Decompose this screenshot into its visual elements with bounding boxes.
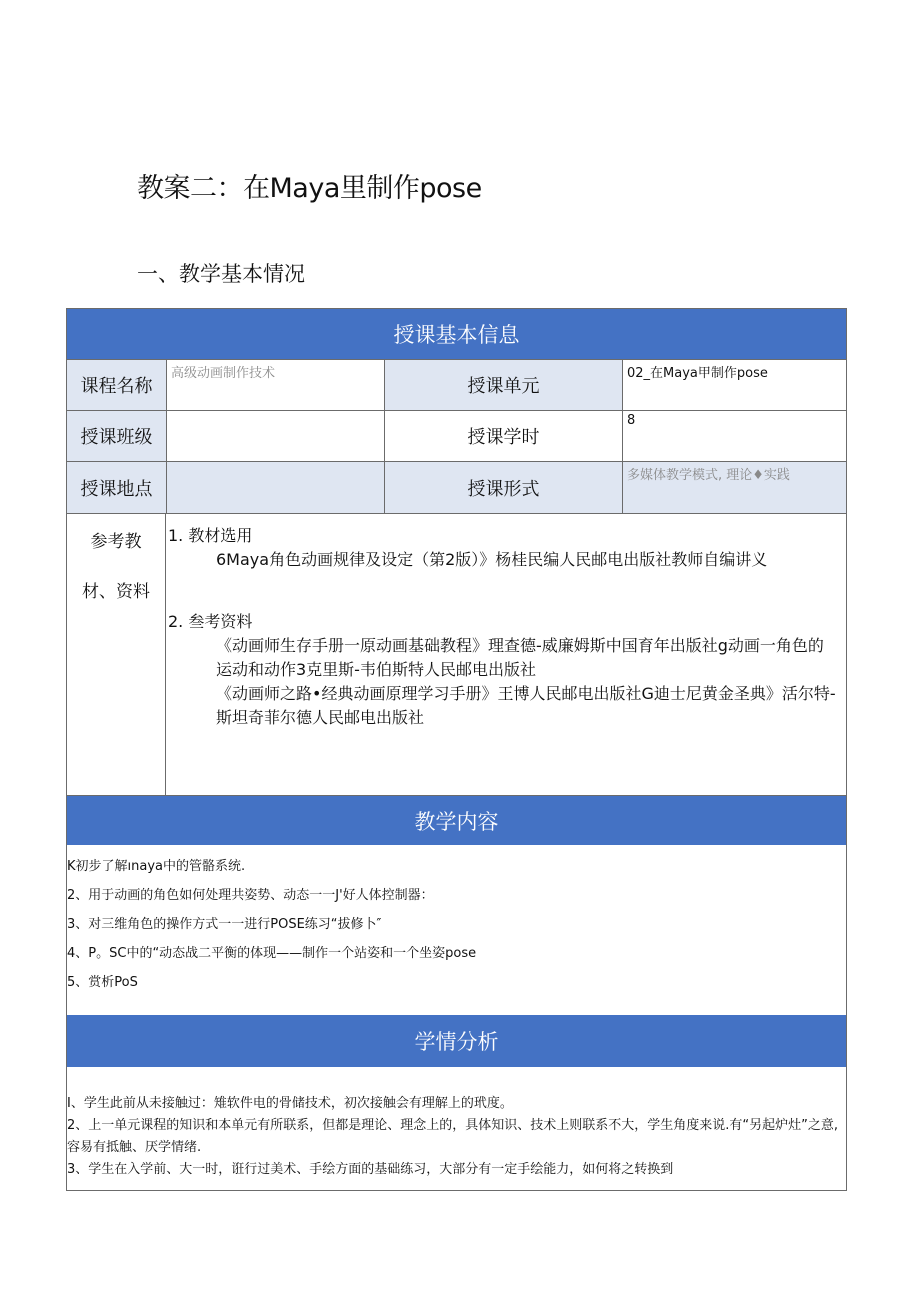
references-content xyxy=(166,524,846,730)
teaching-content-list xyxy=(67,852,845,997)
label-references-line2: 材、资料 xyxy=(82,582,150,602)
value-class xyxy=(166,410,385,462)
value-teaching-unit: 02_在Maya甲制作pose xyxy=(622,359,847,411)
list-item: I、学生此前从未接触过：雉软件电的骨储技术，初次接触会有理解上的玳度。 xyxy=(67,1096,513,1111)
value-location xyxy=(166,461,385,514)
label-teaching-unit: 授课单元 xyxy=(384,359,623,411)
section-heading: 一、教学基本情况 xyxy=(137,262,305,286)
list-item: K初步了解ınaya中的管骼系统. xyxy=(67,859,246,874)
label-class: 授课班级 xyxy=(66,410,167,462)
label-class-hours: 授课学时 xyxy=(384,410,623,462)
reference-line: 《动画师之路•经典动画原理学习手册》王博人民邮电出版社G迪士尼黄金圣典》活尔特-斯坦奇菲尔德人民邮电出版社 xyxy=(216,684,836,727)
label-references xyxy=(67,513,166,795)
value-class-hours: 8 xyxy=(622,410,847,462)
list-item: 3、学生在入学前、大一时，诳行过美术、手绘方面的基础练习，大部分有一定手绘能力，如何将之转换到 xyxy=(67,1162,674,1177)
value-teaching-form: 多媒体教学模式, 理论♦实践 xyxy=(622,461,847,514)
label-course-name: 课程名称 xyxy=(66,359,167,411)
label-teaching-form: 授课形式 xyxy=(384,461,623,514)
document-title: 教案二：在Maya里制作pose xyxy=(137,173,482,204)
list-item: 2、用于动画的角色如何处理共姿势、动态一一J'好人体控制器： xyxy=(67,888,434,903)
learning-analysis-list xyxy=(67,1093,845,1181)
table-header-teaching-content: 教学内容 xyxy=(67,795,846,845)
reference-line: 《动画师生存手册一原动画基础教程》理查德-威廉姆斯中国育年出版社g动画一角色的运动和动作3克里斯-韦伯斯特人民邮电出版社 xyxy=(216,636,824,679)
table-header-basic-info: 授课基本信息 xyxy=(67,309,846,360)
textbook-title: 1. 教材选用 xyxy=(168,526,253,545)
table-header-learning-analysis: 学情分析 xyxy=(67,1015,846,1067)
value-course-name: 高级动画制作技术 xyxy=(166,359,385,411)
list-item: 3、对三维角色的操作方式一一进行POSE练习“拔修卜″ xyxy=(67,917,382,932)
list-item: 2、上一单元课程的知识和本单元有所联系，但都是理论、理念上的，具体知识、技术上则联系不大，学生角度来说.有“另起炉灶”之意,容易有抵触、厌学情绪. xyxy=(67,1118,839,1155)
label-references-line1: 参考教 xyxy=(90,532,142,552)
list-item: 5、赏析PoS xyxy=(67,975,138,990)
list-item: 4、P。SC中的“动态战二平衡的体现——制作一个站姿和一个坐姿pose xyxy=(67,946,477,961)
textbook-text: 6Maya角色动画规律及设定（第2版）》杨桂民编人民邮电出版社教师自编讲义 xyxy=(216,550,768,569)
label-location: 授课地点 xyxy=(66,461,167,514)
reference-title: 2. 叁考资料 xyxy=(168,612,253,631)
